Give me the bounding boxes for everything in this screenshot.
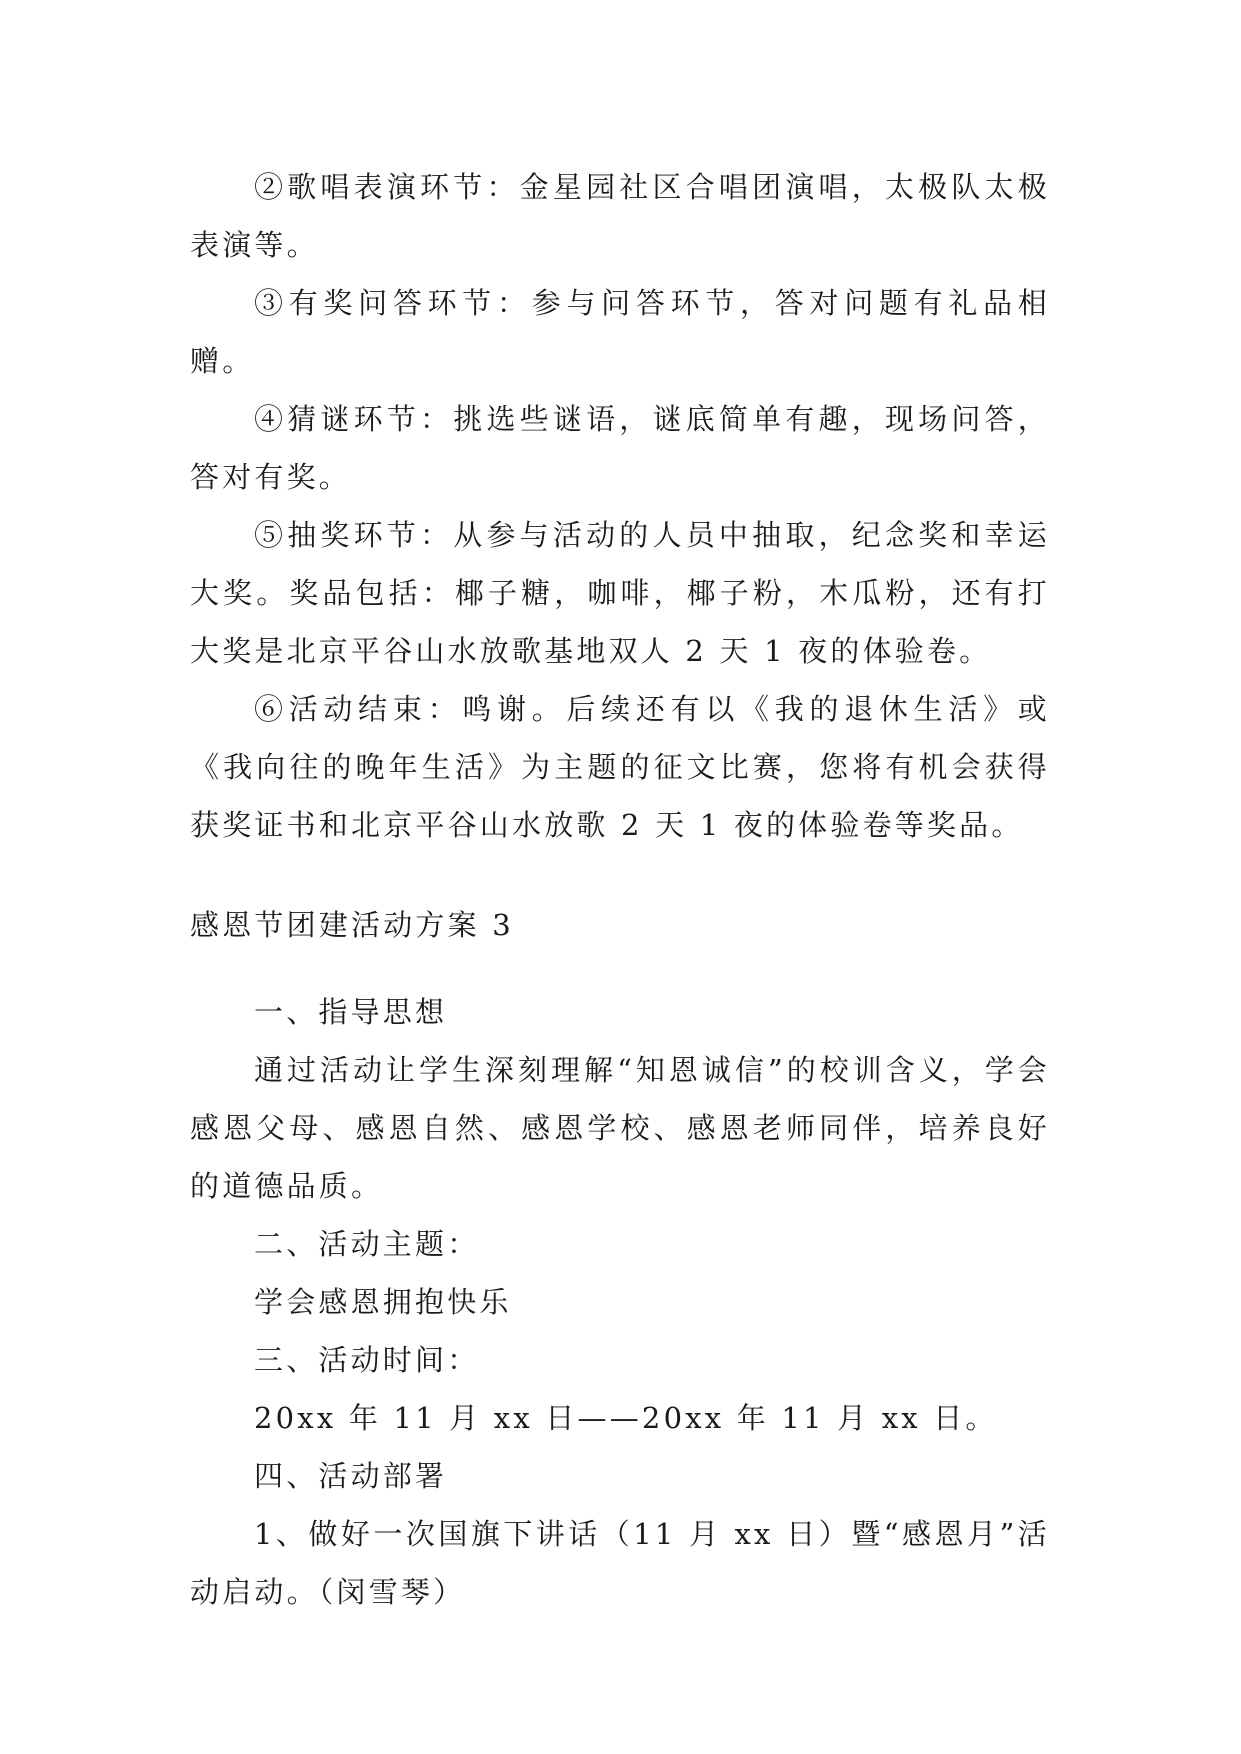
heading-activity-theme: 二、活动主题： [254, 1227, 480, 1261]
paragraph-lottery: ⑤抽奖环节：从参与活动的人员中抽取，纪念奖和幸运大奖。奖品包括：椰子糖，咖啡，椰子粉，木瓜粉，还有打大奖是北京平谷山水放歌基地双人 2 天 1 夜的体验卷。 [190, 518, 1050, 668]
heading-guiding-ideology: 一、指导思想 [254, 995, 448, 1029]
heading-activity-deployment: 四、活动部署 [254, 1459, 448, 1493]
paragraph-singing-performance: ②歌唱表演环节：金星园社区合唱团演唱，太极队太极表演等。 [190, 170, 1050, 262]
paragraph-riddles: ④猜谜环节：挑选些谜语，谜底简单有趣，现场问答，答对有奖。 [190, 402, 1050, 494]
paragraph-activity-theme: 学会感恩拥抱快乐 [254, 1285, 512, 1319]
document-body [190, 158, 1050, 1621]
paragraph-quiz: ③有奖问答环节：参与问答环节，答对问题有礼品相赠。 [190, 286, 1050, 378]
heading-activity-time: 三、活动时间： [254, 1343, 480, 1377]
paragraph-deployment-item-1: 1、做好一次国旗下讲话（11 月 xx 日）暨“感恩月”活动启动。（闵雪琴） [190, 1517, 1050, 1609]
paragraph-closing: ⑥活动结束：鸣谢。后续还有以《我的退休生活》或《我向往的晚年生活》为主题的征文比赛，您将有机会获得获奖证书和北京平谷山水放歌 2 天 1 夜的体验卷等奖品。 [190, 692, 1050, 842]
section-title: 感恩节团建活动方案 3 [190, 908, 514, 942]
paragraph-activity-time: 20xx 年 11 月 xx 日——20xx 年 11 月 xx 日。 [254, 1401, 998, 1435]
paragraph-guiding-ideology: 通过活动让学生深刻理解“知恩诚信”的校训含义，学会感恩父母、感恩自然、感恩学校、感恩老师同伴，培养良好的道德品质。 [190, 1053, 1050, 1203]
